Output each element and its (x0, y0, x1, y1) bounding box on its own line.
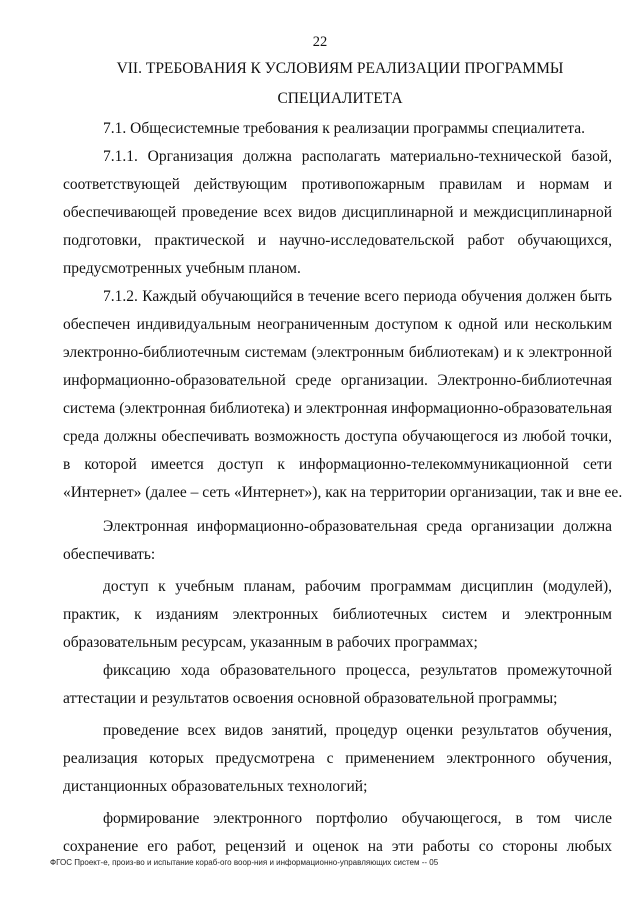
page-number: 22 (312, 34, 328, 50)
text-line: реализация которых предусмотрена с применением электронного обучения, (63, 750, 612, 767)
text-line: предусмотренных учебным планом. (63, 260, 301, 277)
text-line: практик, к изданиям электронных библиотечных систем и электронным (63, 606, 612, 623)
text-line: «Интернет» (далее – сеть «Интернет»), как на территории организации, так и вне ее. (63, 484, 623, 501)
text-line: фиксацию хода образовательного процесса, результатов промежуточной (103, 662, 612, 679)
text-line: среда должны обеспечивать возможность доступа обучающегося из любой точки, (63, 428, 612, 445)
text-line: информационно-образовательной среде организации. Электронно-библиотечная (63, 372, 612, 389)
text-line: доступ к учебным планам, рабочим программам дисциплин (модулей), (103, 578, 612, 595)
text-line: 7.1.1. Организация должна располагать материально-технической базой, (103, 148, 612, 165)
text-line: подготовки, практической и научно-исследовательской работ обучающихся, (63, 232, 612, 249)
text-line: сохранение его работ, рецензий и оценок на эти работы со стороны любых (63, 838, 612, 855)
text-line: дистанционных образовательных технологий; (63, 778, 368, 795)
text-line: проведение всех видов занятий, процедур оценки результатов обучения, (103, 722, 612, 739)
text-line: Электронная информационно-образовательная среда организации должна (103, 518, 612, 535)
text-line: образовательным ресурсам, указанным в рабочих программах; (63, 634, 478, 651)
text-line: электронно-библиотечным системам (электронным библиотекам) и к электронной (63, 344, 612, 361)
text-line: обеспечивающей проведение всех видов дисциплинарной и междисциплинарной (63, 204, 612, 221)
text-line: в которой имеется доступ к информационно-телекоммуникационной сети (63, 456, 612, 473)
text-line: обеспечивать: (63, 546, 156, 563)
text-line: обеспечен индивидуальным неограниченным доступом к одной или нескольким (63, 316, 612, 333)
text-line: формирование электронного портфолио обучающегося, в том числе (103, 810, 612, 827)
section-heading-line-1: VII. ТРЕБОВАНИЯ К УСЛОВИЯМ РЕАЛИЗАЦИИ ПРОГРАММЫ (116, 60, 564, 77)
text-line: соответствующей действующим противопожарным правилам и нормам и (63, 176, 612, 193)
section-heading-line-2: СПЕЦИАЛИТЕТА (277, 90, 403, 107)
text-line: система (электронная библиотека) и электронная информационно-образовательная (63, 400, 612, 417)
text-line: 7.1.2. Каждый обучающийся в течение всего периода обучения должен быть (103, 288, 612, 305)
text-line: аттестации и результатов освоения основной образовательной программы; (63, 690, 558, 707)
text-line: 7.1. Общесистемные требования к реализации программы специалитета. (103, 120, 585, 137)
footer-text: ФГОС Проект-е, произ-во и испытание кораб-ого воор-ния и информационно-управляющих систем -- 05 (50, 858, 439, 867)
